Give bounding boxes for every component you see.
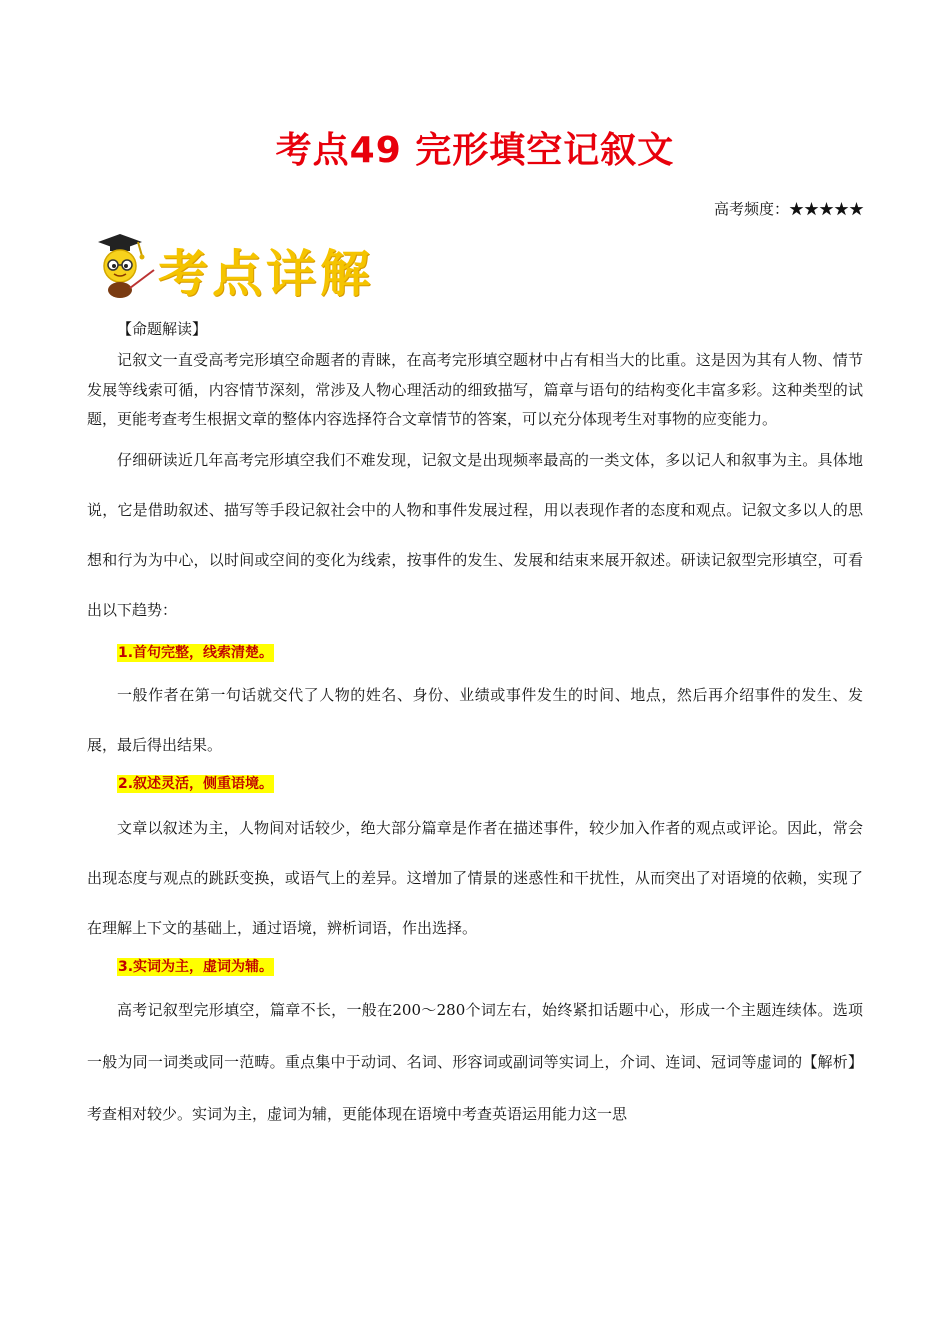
paragraph-4: 文章以叙述为主，人物间对话较少，绝大部分篇章是作者在描述事件，较少加入作者的观点或评论。因此，常会出现态度与观点的跳跃变换，或语气上的差异。这增加了情景的迷惑性和干扰性，从而突出了对语境的依赖，实现了在理解上下文的基础上，通过语境，辨析词语，作出选择。 xyxy=(87,818,863,937)
paragraph-3: 一般作者在第一句话就交代了人物的姓名、身份、业绩或事件发生的时间、地点，然后再介绍事件的发生、发展，最后得出结果。 xyxy=(87,685,863,754)
point-heading-1-text: 1.首句完整，线索清楚。 xyxy=(118,644,274,661)
section-label: 【命题解读】 xyxy=(117,320,208,338)
article-body xyxy=(87,316,863,1140)
banner-title: 考点详解 xyxy=(158,244,374,303)
point-heading-3-text: 3.实词为主，虚词为辅。 xyxy=(118,958,274,975)
graduate-mascot-icon xyxy=(92,230,158,300)
frequency-label: 高考频度： xyxy=(713,200,789,218)
paragraph-5: 高考记叙型完形填空，篇章不长，一般在200～280个词左右，始终紧扣话题中心，形成一个主题连续体。选项一般为同一词类或同一范畴。重点集中于动词、名词、形容词或副词等实词上，介词、连词、冠词等虚词的【解析】考查相对较少。实词为主，虚词为辅，更能体现在语境中考查英语运用能力这一思 xyxy=(87,1000,863,1123)
point-heading-3 xyxy=(87,953,863,980)
point-heading-1 xyxy=(87,639,863,666)
exam-frequency xyxy=(714,198,864,219)
point-heading-2-text: 2.叙述灵活，侧重语境。 xyxy=(118,775,274,792)
page-title: 考点49 完形填空记叙文 xyxy=(275,130,675,171)
frequency-stars: ★★★★★ xyxy=(788,200,864,218)
paragraph-1: 记叙文一直受高考完形填空命题者的青睐，在高考完形填空题材中占有相当大的比重。这是因为其有人物、情节发展等线索可循，内容情节深刻，常涉及人物心理活动的细致描写，篇章与语句的结构变化丰富多彩。这种类型的试题，更能考查考生根据文章的整体内容选择符合文章情节的答案，可以充分体现考生对事物的应变能力。 xyxy=(87,351,863,428)
paragraph-2: 仔细研读近几年高考完形填空我们不难发现，记叙文是出现频率最高的一类文体，多以记人和叙事为主。具体地说，它是借助叙述、描写等手段记叙社会中的人物和事件发展过程，用以表现作者的态度和观点。记叙文多以人的思想和行为为中心，以时间或空间的变化为线索，按事件的发生、发展和结束来展开叙述。研读记叙型完形填空，可看出以下趋势： xyxy=(87,450,863,619)
section-banner xyxy=(92,230,392,303)
point-heading-2 xyxy=(87,770,863,797)
